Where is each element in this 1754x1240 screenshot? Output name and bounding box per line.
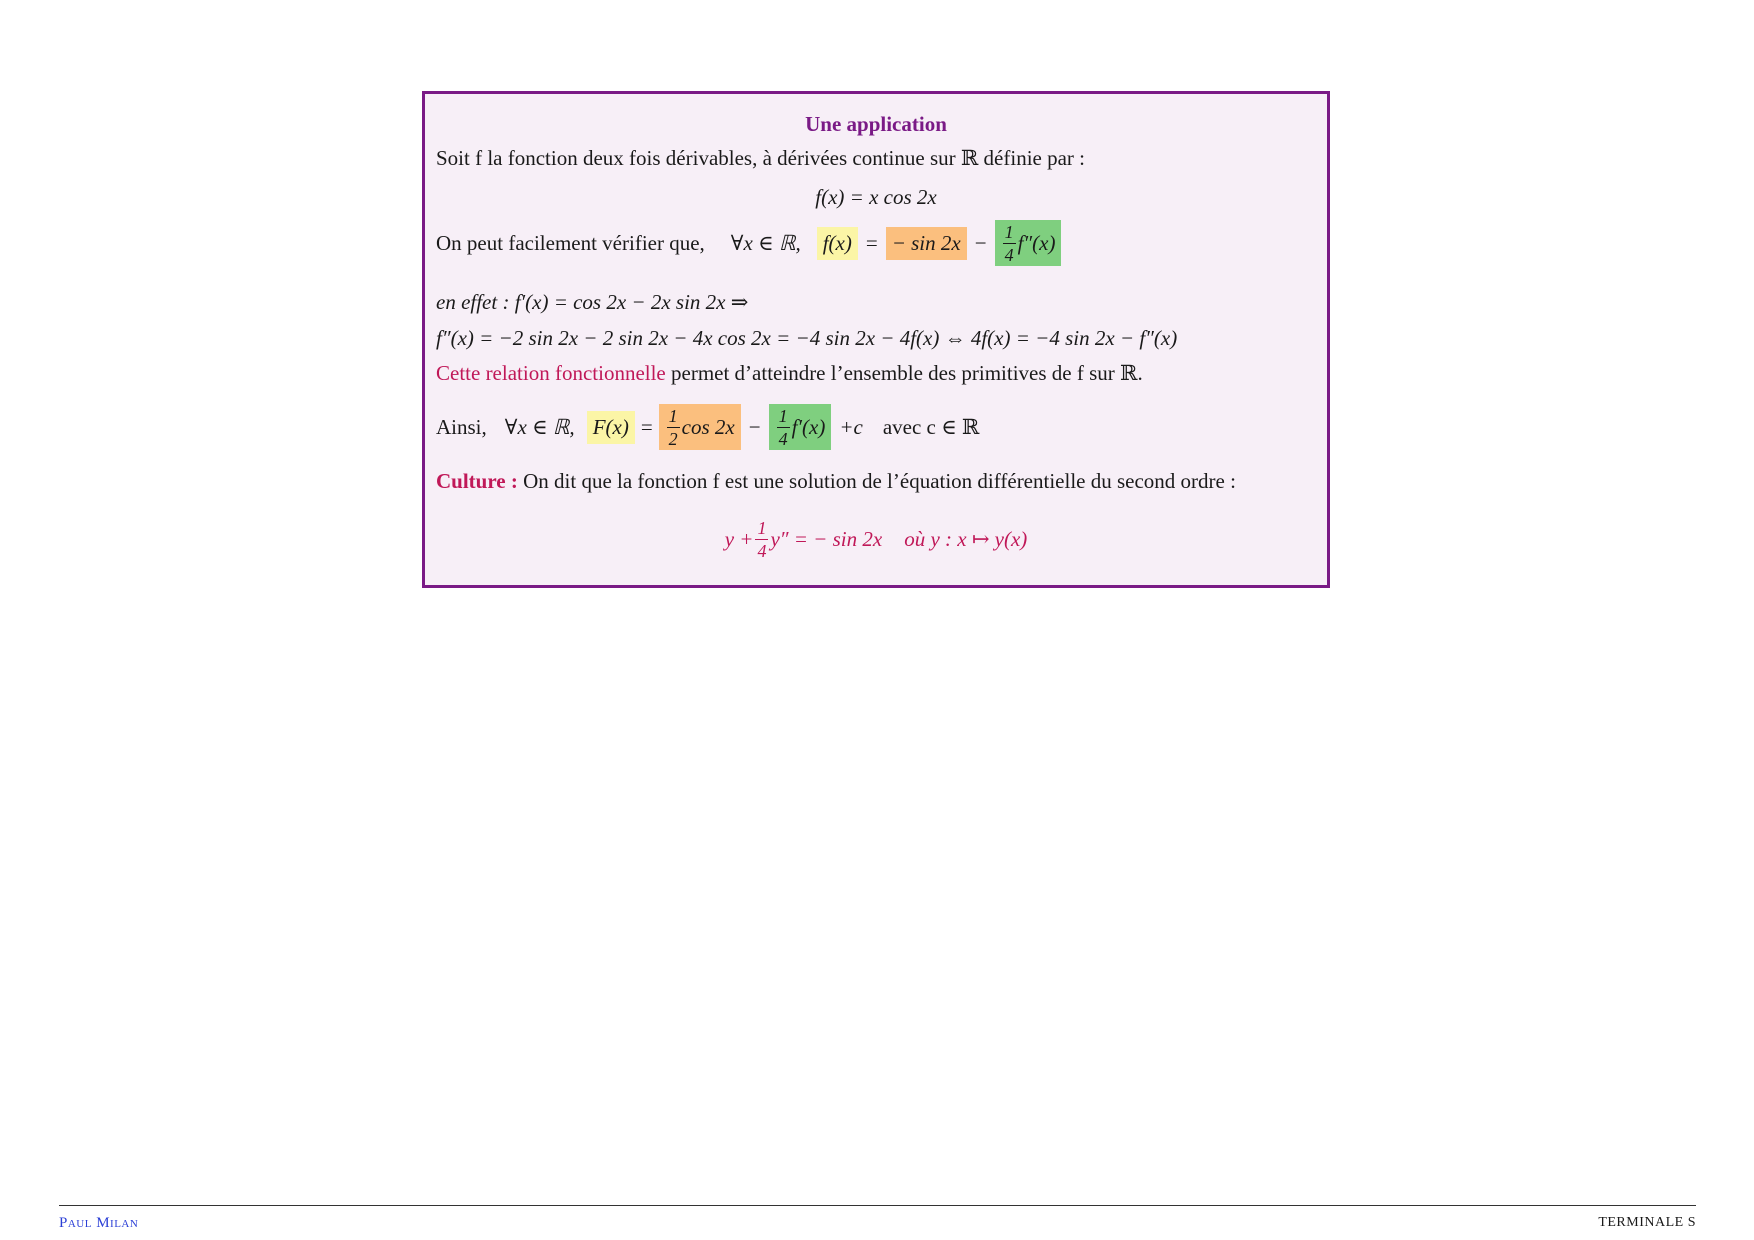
footer-level: TERMINALE S [1598, 1215, 1696, 1230]
fraction-numerator: 1 [668, 406, 678, 426]
verify-minus: − [974, 230, 987, 255]
ainsi-constant: +c [839, 414, 863, 439]
second-derivative-line: f″(x) = −2 sin 2x − 2 sin 2x − 4x cos 2x = −4 sin 2x − 4f(x) ⇔ 4f(x) = −4 sin 2x − f″(x) [436, 326, 1178, 350]
fraction-numerator: 1 [778, 406, 788, 426]
verify-term1: − sin 2x [886, 227, 967, 260]
footer-author: Paul Milan [59, 1215, 139, 1231]
ainsi-avec: avec c ∈ ℝ [882, 414, 980, 439]
ainsi-equals: = [640, 414, 653, 439]
culture-label: Culture : [436, 469, 518, 493]
ainsi-term2 [769, 404, 832, 450]
verify-lhs: f(x) [817, 227, 858, 260]
relation-highlight: Cette relation fonctionnelle [436, 361, 666, 385]
footer-rule [59, 1205, 1696, 1206]
verify-term2-tail: f″(x) [1017, 230, 1056, 255]
fraction-denominator: 4 [757, 541, 767, 561]
verify-equals: = [865, 230, 878, 255]
ainsi-lhs: F(x) [587, 411, 635, 444]
fraction-denominator: 4 [778, 429, 788, 449]
ainsi-term2-tail: f′(x) [791, 414, 826, 439]
intro-line: Soit f la fonction deux fois dérivables, à dérivées continue sur ℝ définie par : [436, 146, 1086, 170]
definition-formula: f(x) = x cos 2x [815, 185, 937, 209]
equation-ou: où y : x ↦ y(x) [904, 526, 1028, 551]
equation-y: y + [724, 526, 754, 551]
fraction-numerator: 1 [757, 518, 767, 538]
ainsi-term1-tail: cos 2x [681, 414, 735, 439]
verify-line [436, 216, 1061, 270]
ainsi-fraction-1 [667, 406, 680, 448]
verify-fraction [1003, 222, 1016, 264]
equation-rest: y″ = − sin 2x [770, 526, 883, 551]
verify-term2 [995, 220, 1062, 266]
effet-line: en effet : f′(x) = cos 2x − 2x sin 2x ⇒ [436, 290, 749, 314]
ainsi-prefix: Ainsi, [436, 414, 487, 439]
ainsi-fraction-2 [777, 406, 790, 448]
application-box [422, 91, 1330, 588]
differential-equation [425, 512, 1327, 566]
ainsi-minus: − [748, 414, 761, 439]
relation-line [436, 361, 1143, 386]
fraction-numerator: 1 [1004, 222, 1014, 242]
ainsi-quantifier: ∀x ∈ ℝ, [504, 414, 575, 439]
culture-text: On dit que la fonction f est une solution de l’équation différentielle du second ordre : [517, 469, 1236, 493]
fraction-denominator: 2 [668, 429, 678, 449]
relation-rest: permet d’atteindre l’ensemble des primitives de f sur ℝ. [665, 361, 1143, 385]
ainsi-line [436, 400, 979, 454]
equation-fraction [755, 518, 768, 560]
verify-prefix: On peut facilement vérifier que, [436, 230, 705, 255]
ainsi-term1 [659, 404, 741, 450]
culture-line [436, 469, 1236, 494]
verify-quantifier: ∀x ∈ ℝ, [730, 230, 801, 255]
box-title: Une application [805, 112, 947, 136]
fraction-denominator: 4 [1004, 245, 1014, 265]
